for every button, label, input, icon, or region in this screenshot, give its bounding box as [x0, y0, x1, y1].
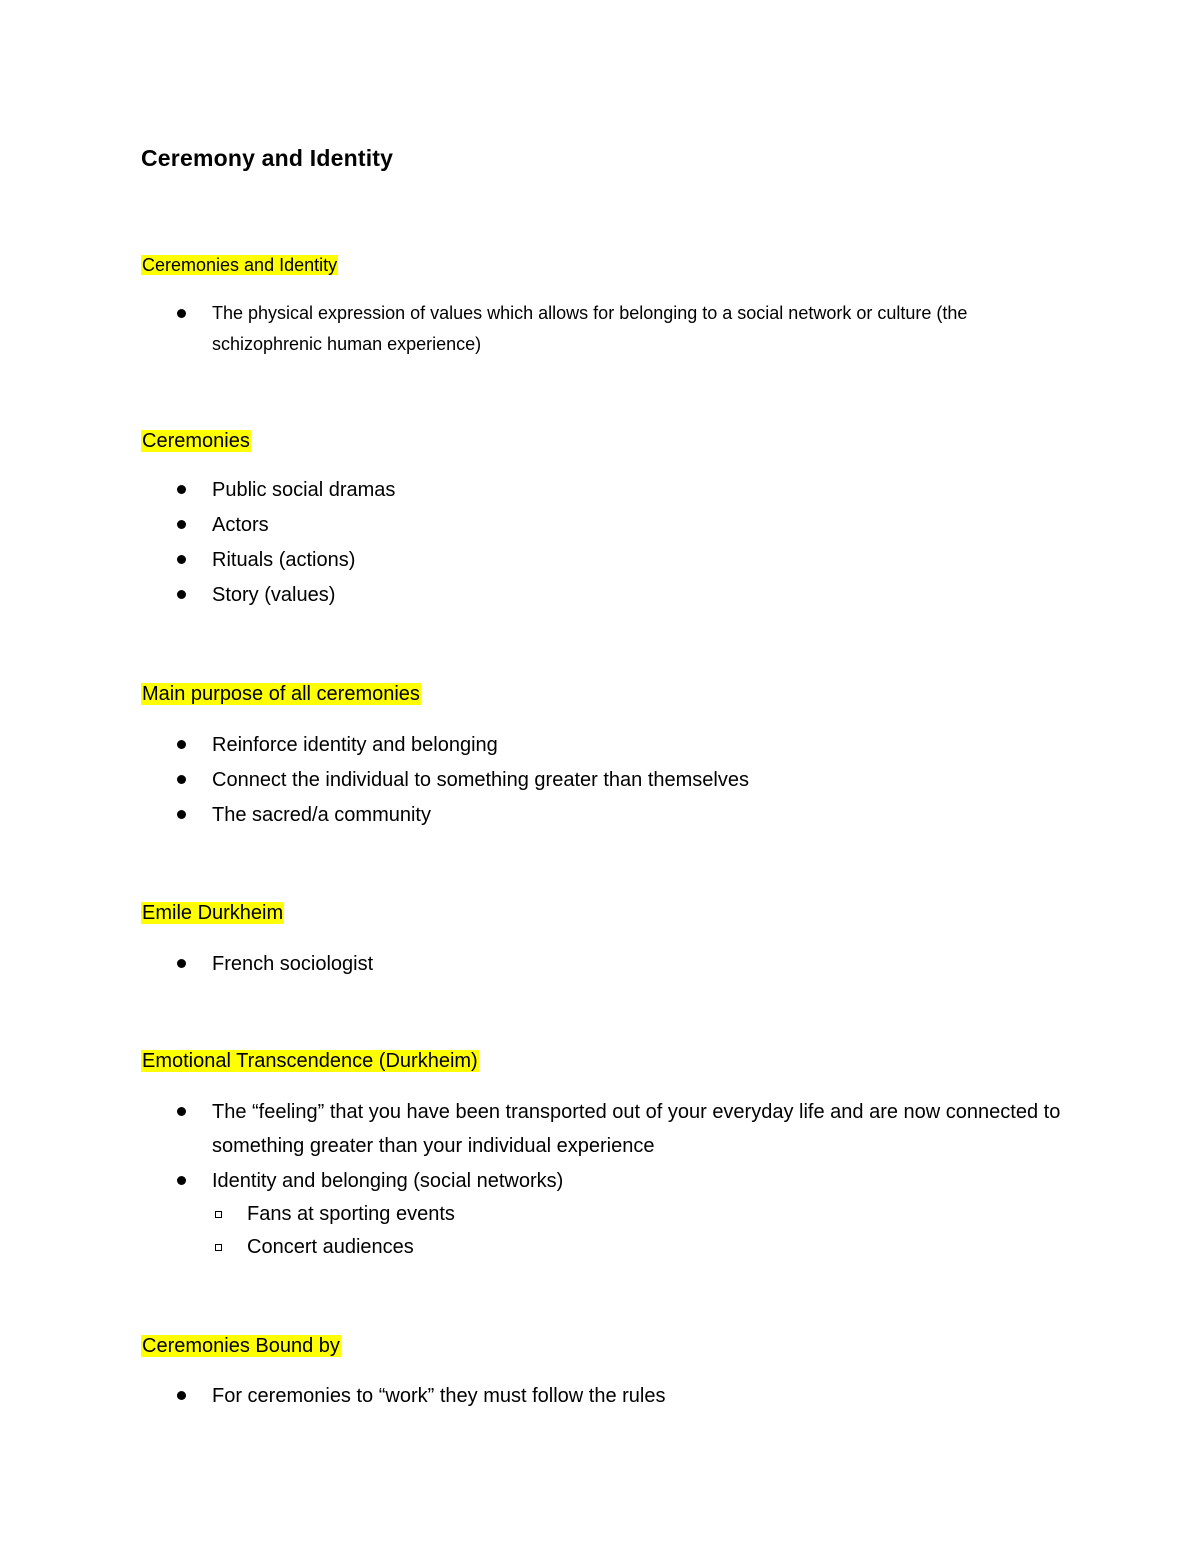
- list-item-text: The sacred/a community: [212, 804, 431, 826]
- highlighted-heading-text: Ceremonies and Identity: [142, 255, 338, 275]
- list-item: [0, 543, 1062, 578]
- section-heading-ceremonies-bound-by: [141, 1331, 341, 1361]
- section-heading-main-purpose: [141, 679, 421, 709]
- highlighted-heading-text: Main purpose of all ceremonies: [142, 683, 420, 705]
- bullet-icon: [177, 740, 186, 749]
- list-item: [0, 298, 1072, 360]
- list-item-sub: [0, 1230, 1062, 1263]
- bullet-list: [0, 298, 1072, 360]
- list-item: [0, 798, 1062, 833]
- bullet-list: [0, 1379, 1062, 1414]
- highlighted-heading-text: Ceremonies: [142, 430, 250, 452]
- list-item-text: Public social dramas: [212, 479, 396, 501]
- document-title: Ceremony and Identity: [141, 145, 394, 171]
- section-heading-ceremonies-and-identity: [141, 250, 338, 280]
- list-item: [0, 473, 1062, 508]
- bullet-list: [0, 1095, 1062, 1263]
- list-item-text: Rituals (actions): [212, 549, 356, 571]
- section-heading-emotional-transcendence: [141, 1046, 479, 1076]
- bullet-icon: [177, 810, 186, 819]
- bullet-icon: [177, 555, 186, 564]
- list-item: [0, 1095, 1062, 1164]
- bullet-icon: [177, 485, 186, 494]
- list-item: [0, 763, 1062, 798]
- bullet-icon: [177, 959, 186, 968]
- bullet-icon: [177, 1107, 186, 1116]
- list-item-text: French sociologist: [212, 953, 374, 975]
- list-item-sub: [0, 1197, 1062, 1230]
- list-item: [0, 947, 1062, 982]
- highlighted-heading-text: Emotional Transcendence (Durkheim): [142, 1050, 478, 1072]
- bullet-list: [0, 728, 1062, 833]
- list-item-text: The physical expression of values which allows for belonging to a social network or culture (the schizophrenic human experience): [212, 303, 968, 354]
- list-item-text: Story (values): [212, 584, 336, 606]
- square-bullet-icon: [215, 1244, 222, 1251]
- list-item-text: Concert audiences: [247, 1236, 414, 1258]
- list-item: [0, 728, 1062, 763]
- list-item: [0, 1164, 1062, 1197]
- bullet-icon: [177, 520, 186, 529]
- list-item: [0, 508, 1062, 543]
- section-heading-ceremonies: [141, 426, 251, 456]
- list-item: [0, 1379, 1062, 1414]
- list-item-text: Fans at sporting events: [247, 1203, 455, 1225]
- section-heading-emile-durkheim: [141, 898, 284, 928]
- highlighted-heading-text: Ceremonies Bound by: [142, 1335, 340, 1357]
- bullet-list: [0, 473, 1062, 613]
- bullet-icon: [177, 309, 186, 318]
- list-item-text: Reinforce identity and belonging: [212, 734, 498, 756]
- list-item-text: Connect the individual to something greater than themselves: [212, 769, 749, 791]
- bullet-icon: [177, 1391, 186, 1400]
- bullet-list: [0, 947, 1062, 982]
- highlighted-heading-text: Emile Durkheim: [142, 902, 284, 924]
- list-item: [0, 578, 1062, 613]
- list-item-text: Actors: [212, 514, 269, 536]
- list-item-text: The “feeling” that you have been transported out of your everyday life and are now connected to something greater than your individual experience: [212, 1101, 1061, 1157]
- bullet-icon: [177, 1176, 186, 1185]
- bullet-icon: [177, 590, 186, 599]
- list-item-text: Identity and belonging (social networks): [212, 1170, 564, 1192]
- bullet-icon: [177, 775, 186, 784]
- list-item-text: For ceremonies to “work” they must follow the rules: [212, 1385, 666, 1407]
- square-bullet-icon: [215, 1211, 222, 1218]
